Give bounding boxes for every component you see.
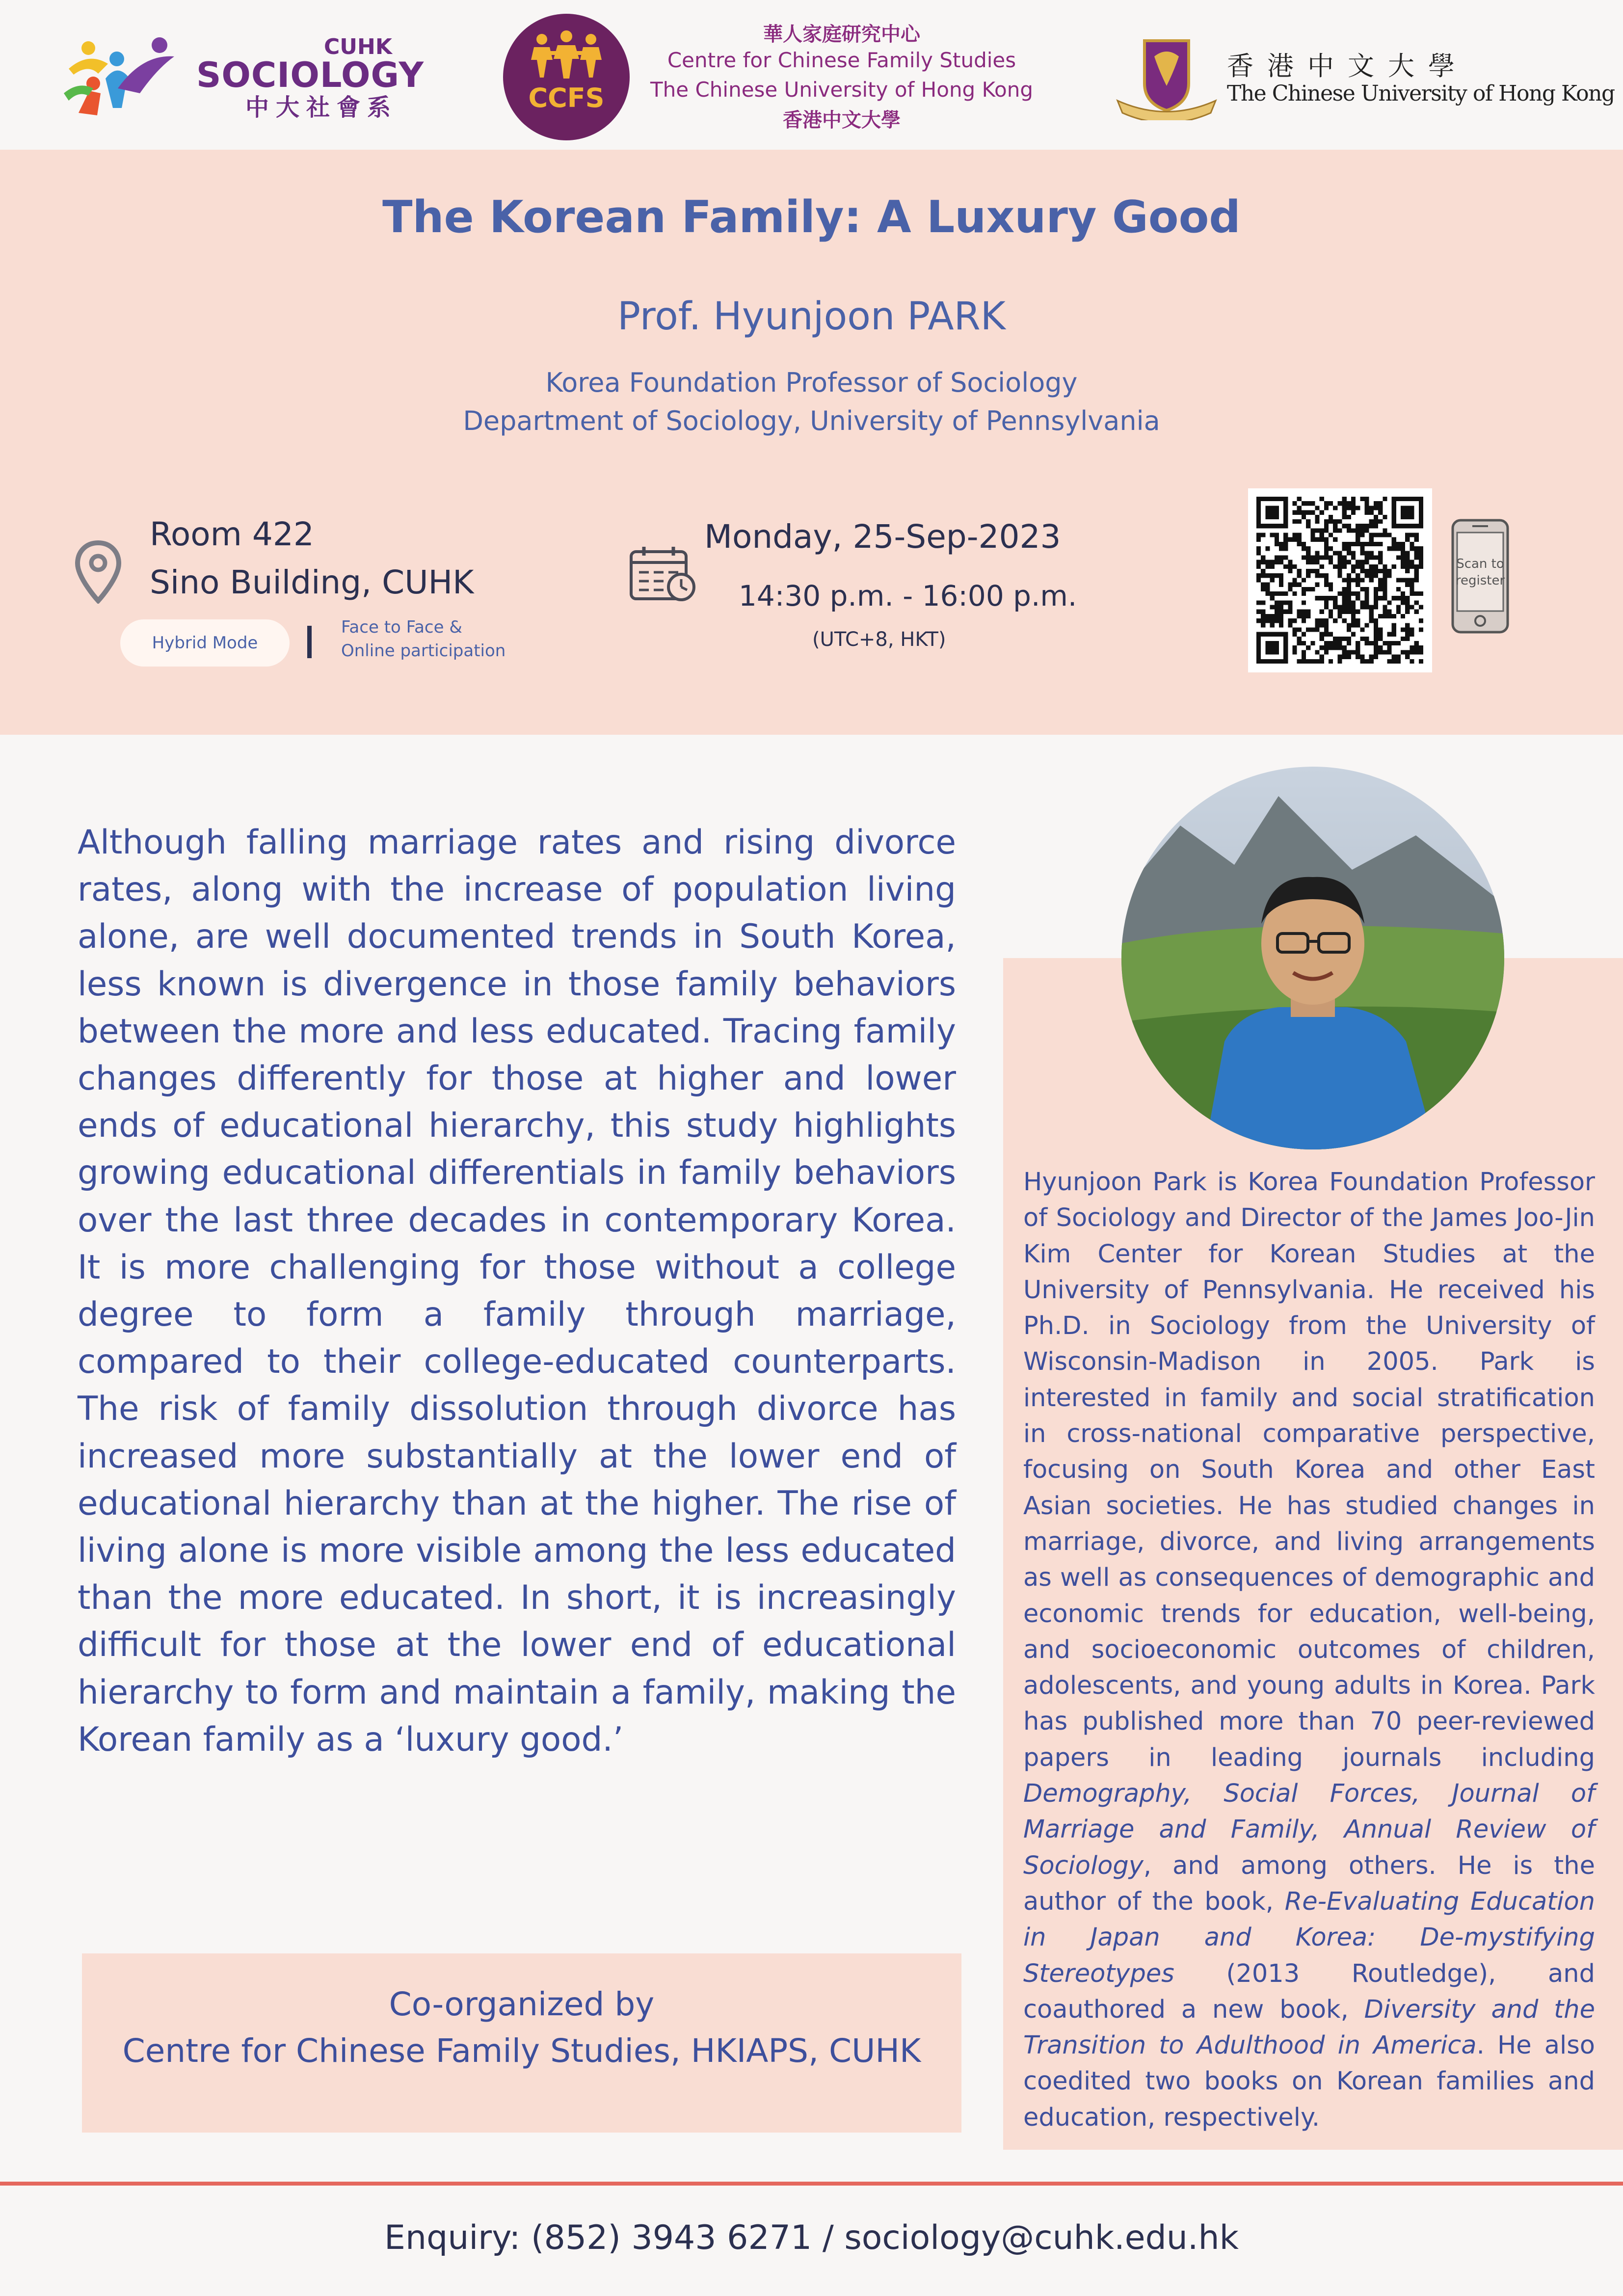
event-title: The Korean Family: A Luxury Good	[382, 191, 1241, 243]
bio-text-3: (2013 Routledge), and coauthored a new book,	[1023, 1959, 1595, 2024]
ccfs-name-english: Centre for Chinese Family Studies	[667, 48, 1016, 72]
talk-abstract: Although falling marriage rates and rising divorce rates, along with the increase of population living alone, are well documented trends in South Korea, less known is divergence in those family behaviors between the more and less educated. Tracing family changes differently for those at higher and lower ends of educational hierarchy, this study highlights growing educational differentials in family behaviors over the last three decades in contemporary Korea. It is more challenging for those without a college degree to form a family through marriage, compared to their college-educated counterparts. The risk of family dissolution through divorce has increased more substantially at the lower end of educational hierarchy than at the higher. The rise of living alone is more visible among the less educated than the more educated. In short, it is increasingly difficult for those at the lower end of educational hierarchy to form and maintain a family, making the Korean family as a ‘luxury good.’	[78, 823, 956, 1759]
coorganizer-label: Co-organized by	[389, 1985, 655, 2023]
bio-book-1: Re-Evaluating Education in Japan and Korea: De-mystifying Stereotypes	[1023, 1887, 1595, 1988]
bio-journals: Demography, Social Forces, Journal of Marriage and Family, Annual Review of Sociology	[1023, 1779, 1595, 1880]
speaker-bio	[1023, 1164, 1595, 2136]
mode-divider	[307, 626, 312, 658]
hybrid-mode-badge: Hybrid Mode	[120, 619, 290, 667]
footer-divider	[0, 2182, 1623, 2186]
speaker-position: Korea Foundation Professor of Sociology	[545, 367, 1078, 398]
sociology-logo-word: SOCIOLOGY	[196, 55, 425, 95]
mode-detail-line-1: Face to Face &	[341, 617, 462, 637]
scan-label-line-2: register	[1455, 573, 1505, 588]
speaker-photo	[1121, 767, 1504, 1149]
sociology-logo-figures	[59, 34, 177, 118]
sociology-logo-cuhk: CUHK	[324, 34, 392, 59]
coorganizer-name: Centre for Chinese Family Studies, HKIAPS, CUHK	[122, 2032, 921, 2070]
bio-text-1: Hyunjoon Park is Korea Foundation Professor of Sociology and Director of the James Joo-Jin Kim Center for Korean Studies at the University of Pennsylvania. He received his Ph.D. in Sociology from the University of Wisconsin-Madison in 2005. Park is interested in family and social stratification in cross-national comparative perspective, focusing on South Korea and other East Asian societies. He has studied changes in marriage, divorce, and living arrangements as well as consequences of demographic and economic trends for education, well-being, and socioeconomic outcomes of children, adolescents, and young adults in Korea. Park has published more than 70 peer-reviewed papers in leading journals including	[1023, 1168, 1595, 1772]
venue-building: Sino Building, CUHK	[150, 563, 474, 601]
cuhk-name-chinese: 香港中文大學	[1227, 51, 1468, 81]
bio-text-4: . He also coedited two books on Korean families and education, respectively.	[1023, 2031, 1595, 2132]
event-timezone: (UTC+8, HKT)	[812, 628, 946, 651]
speaker-name: Prof. Hyunjoon PARK	[617, 294, 1006, 339]
mode-detail-line-2: Online participation	[341, 641, 506, 661]
scan-label-line-1: Scan to	[1456, 557, 1504, 571]
ccfs-university-english: The Chinese University of Hong Kong	[650, 78, 1033, 102]
ccfs-university-chinese: 香港中文大學	[783, 109, 901, 132]
enquiry-contact[interactable]: Enquiry: (852) 3943 6271 / sociology@cuhk.edu.hk	[384, 2218, 1239, 2257]
event-time: 14:30 p.m. - 16:00 p.m.	[739, 579, 1077, 613]
cuhk-crest-icon	[1115, 37, 1218, 120]
speaker-department: Department of Sociology, University of Pennsylvania	[463, 405, 1160, 436]
registration-qr-code[interactable]	[1256, 497, 1423, 664]
ccfs-name-chinese: 華人家庭研究中心	[763, 23, 920, 46]
calendar-clock-icon	[629, 545, 698, 603]
bio-book-2: Diversity and the Transition to Adulthood in America	[1023, 1995, 1595, 2060]
ccfs-logo-mark: CCFS	[528, 82, 605, 113]
ccfs-family-figures	[529, 30, 604, 80]
sociology-logo-chinese: 中大社會系	[245, 94, 398, 121]
scan-to-register-label	[1450, 556, 1510, 589]
event-date: Monday, 25-Sep-2023	[704, 518, 1061, 556]
bio-text-2: , and among others. He is the author of the book,	[1023, 1851, 1595, 1916]
cuhk-name-english: The Chinese University of Hong Kong	[1227, 81, 1615, 106]
venue-room: Room 422	[150, 515, 314, 553]
map-pin-icon	[74, 540, 123, 604]
